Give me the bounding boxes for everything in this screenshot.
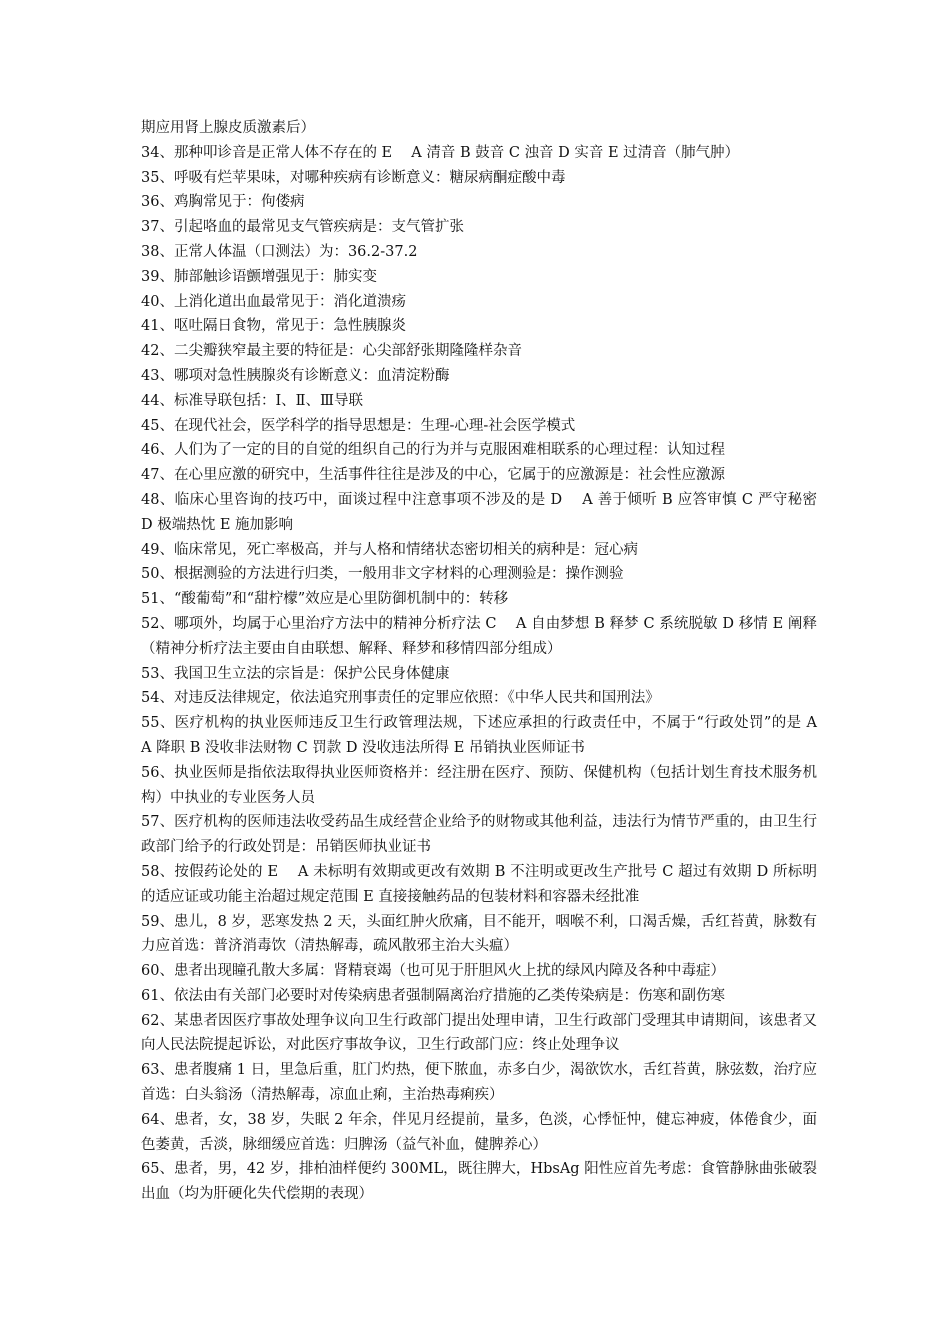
question-line: 51、“酸葡萄”和“甜柠檬”效应是心里防御机制中的：转移 (141, 591, 509, 608)
question-line: 62、某患者因医疗事故处理争议向卫生行政部门提出处理申请，卫生行政部门受理其申请期间，该患者又向人民法院提起诉讼，对此医疗事故争议，卫生行政部门应：终止处理争议 (141, 1012, 817, 1054)
question-line: 54、对违反法律规定，依法追究刑事责任的定罪应依照：《中华人民共和国刑法》 (141, 690, 660, 707)
question-line: 43、哪项对急性胰腺炎有诊断意义：血清淀粉酶 (141, 367, 450, 384)
question-line: 48、临床心里咨询的技巧中，面谈过程中注意事项不涉及的是 D A 善于倾听 B 应答审慎 C 严守秘密 D 极端热忱 E 施加影响 (141, 491, 817, 533)
question-line: 34、那种叩诊音是正常人体不存在的 E A 清音 B 鼓音 C 浊音 D 实音 E 过清音（肺气肿） (141, 144, 740, 161)
question-line: 38、正常人体温（口测法）为：36.2-37.2 (141, 243, 418, 260)
question-line: 56、执业医师是指依法取得执业医师资格并：经注册在医疗、预防、保健机构（包括计划生育技术服务机构）中执业的专业医务人员 (141, 764, 817, 806)
question-line: 37、引起咯血的最常见支气管疾病是：支气管扩张 (141, 219, 464, 236)
question-line: 53、我国卫生立法的宗旨是：保护公民身体健康 (141, 665, 450, 682)
question-line: 57、医疗机构的医师违法收受药品生成经营企业给予的财物或其他利益，违法行为情节严重的，由卫生行政部门给予的行政处罚是：吊销医师执业证书 (141, 814, 817, 856)
question-line: 35、呼吸有烂苹果味，对哪种疾病有诊断意义：糖尿病酮症酸中毒 (141, 169, 566, 186)
question-line: 42、二尖瓣狭窄最主要的特征是：心尖部舒张期隆隆样杂音 (141, 343, 522, 360)
question-line: 49、临床常见，死亡率极高，并与人格和情绪状态密切相关的病种是：冠心病 (141, 541, 638, 558)
question-line: 65、患者，男，42 岁，排柏油样便约 300ML，既往脾大，HbsAg 阳性应首先考虑：食管静脉曲张破裂出血（均为肝硬化失代偿期的表现） (141, 1161, 817, 1203)
question-line: 47、在心里应激的研究中，生活事件往往是涉及的中心，它属于的应激源是：社会性应激源 (141, 467, 725, 484)
question-line: 40、上消化道出血最常见于：消化道溃疡 (141, 293, 406, 310)
question-line: 58、按假药论处的 E A 未标明有效期或更改有效期 B 不注明或更改生产批号 C 超过有效期 D 所标明的适应证或功能主治超过规定范围 E 直接接触药品的包装材料和容器未经批准 (141, 863, 817, 905)
question-line: 45、在现代社会，医学科学的指导思想是：生理-心理-社会医学模式 (141, 417, 576, 434)
question-line: 36、鸡胸常见于：佝偻病 (141, 194, 305, 211)
question-line: 44、标准导联包括：Ⅰ、Ⅱ、Ⅲ导联 (141, 392, 364, 409)
question-line: 63、患者腹痛 1 日，里急后重，肛门灼热，便下脓血，赤多白少，渴欲饮水，舌红苔黄，脉弦数，治疗应首选：白头翁汤（清热解毒，凉血止痢，主治热毒痢疾） (141, 1062, 817, 1104)
question-line: 59、患儿，8 岁，恶寒发热 2 天，头面红肿火欣痛，目不能开，咽喉不利，口渴舌燥，舌红苔黄，脉数有力应首选：普济消毒饮（清热解毒，疏风散邪主治大头瘟） (141, 913, 817, 955)
question-line: 60、患者出现瞳孔散大多属：肾精衰竭（也可见于肝胆风火上扰的绿风内障及各种中毒症） (141, 963, 725, 980)
question-line: 61、依法由有关部门必要时对传染病患者强制隔离治疗措施的乙类传染病是：伤寒和副伤寒 (141, 987, 725, 1004)
question-line: 41、呕吐隔日食物，常见于：急性胰腺炎 (141, 318, 406, 335)
question-line: 39、肺部触诊语颤增强见于：肺实变 (141, 268, 377, 285)
question-line: 期应用肾上腺皮质激素后） (141, 120, 315, 136)
question-line: 46、人们为了一定的目的自觉的组织自己的行为并与克服困难相联系的心理过程：认知过程 (141, 442, 725, 459)
question-line: 52、哪项外，均属于心里治疗方法中的精神分析疗法 C A 自由梦想 B 释梦 C 系统脱敏 D 移情 E 阐释（精神分析疗法主要由自由联想、解释、释梦和移情四部分组成） (141, 615, 817, 657)
question-line: 64、患者，女，38 岁，失眠 2 年余，伴见月经提前，量多，色淡，心悸怔忡，健忘神疲，体倦食少，面色萎黄，舌淡，脉细缓应首选：归脾汤（益气补血，健脾养心） (141, 1111, 817, 1153)
question-line: 50、根据测验的方法进行归类，一般用非文字材料的心理测验是：操作测验 (141, 566, 624, 583)
document-body (141, 116, 832, 1207)
question-line: 55、医疗机构的执业医师违反卫生行政管理法规，下述应承担的行政责任中，不属于“行政处罚”的是 A A 降职 B 没收非法财物 C 罚款 D 没收违法所得 E 吊销执业医师证书 (141, 715, 832, 756)
